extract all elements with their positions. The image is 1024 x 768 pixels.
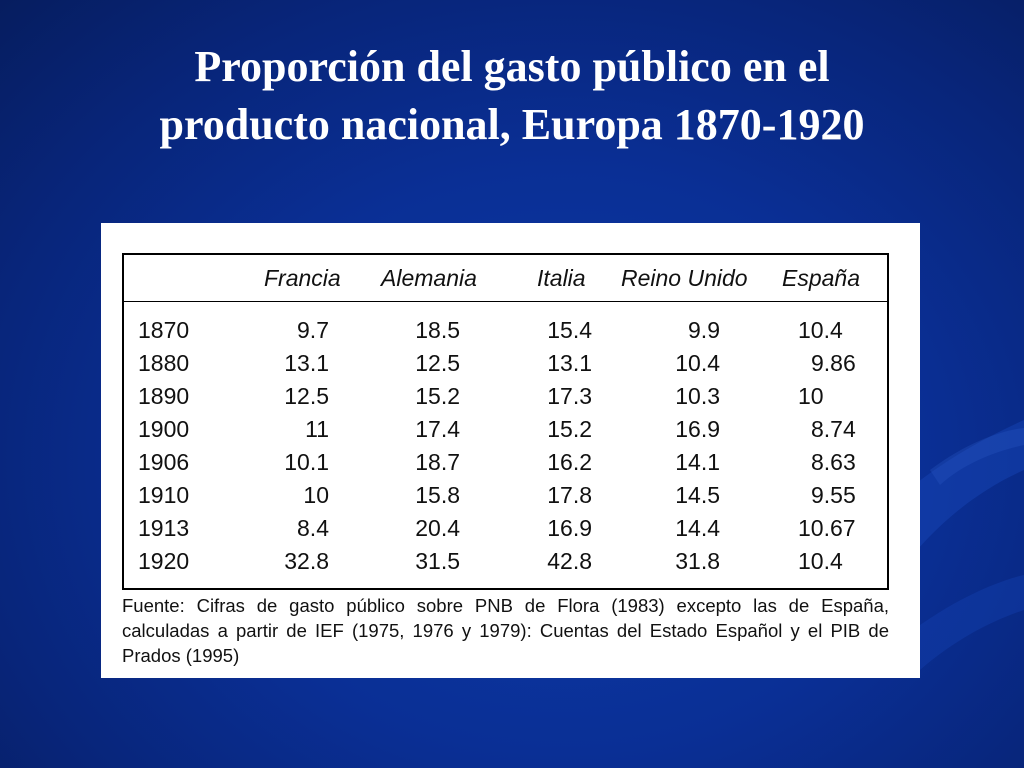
value-cell-francia: 12.5 [284, 383, 329, 409]
value-cell-italia: 13.1 [547, 350, 592, 376]
value-cell-espana: 10.4 [798, 317, 843, 343]
value-cell-reino-unido: 14.1 [675, 449, 720, 475]
value-cell-alemania: 15.8 [415, 482, 460, 508]
value-cell-francia: 9.7 [297, 317, 329, 343]
value-cell-italia: 15.4 [547, 317, 592, 343]
value-cell-francia: 11 [305, 416, 329, 442]
table-header-row [124, 255, 887, 302]
column-header-reino-unido: Reino Unido [621, 265, 748, 291]
value-cell-alemania: 18.7 [415, 449, 460, 475]
value-cell-italia: 17.3 [547, 383, 592, 409]
value-cell-espana: 8.74 [811, 416, 856, 442]
value-cell-francia: 13.1 [284, 350, 329, 376]
year-cell: 1880 [138, 350, 190, 376]
column-header-alemania: Alemania [381, 265, 477, 291]
value-cell-italia: 17.8 [547, 482, 592, 508]
value-cell-reino-unido: 10.3 [675, 383, 720, 409]
value-cell-alemania: 17.4 [415, 416, 460, 442]
year-cell: 1870 [138, 317, 190, 343]
year-cell: 1920 [138, 548, 190, 574]
value-cell-espana: 10 [798, 383, 824, 409]
value-cell-francia: 8.4 [297, 515, 329, 541]
value-cell-francia: 10 [303, 482, 329, 508]
year-cell: 1906 [138, 449, 190, 475]
value-cell-reino-unido: 10.4 [675, 350, 720, 376]
value-cell-alemania: 15.2 [415, 383, 460, 409]
value-cell-italia: 16.2 [547, 449, 592, 475]
year-cell: 1910 [138, 482, 190, 508]
value-cell-francia: 32.8 [284, 548, 329, 574]
value-cell-alemania: 12.5 [415, 350, 460, 376]
value-cell-italia: 42.8 [547, 548, 592, 574]
value-cell-reino-unido: 14.4 [675, 515, 720, 541]
value-cell-espana: 9.55 [811, 482, 856, 508]
value-cell-espana: 10.67 [798, 515, 856, 541]
slide-title [0, 38, 1024, 154]
value-cell-reino-unido: 14.5 [675, 482, 720, 508]
slide-title-line-2: producto nacional, Europa 1870-1920 [159, 100, 865, 149]
value-cell-alemania: 18.5 [415, 317, 460, 343]
value-cell-alemania: 20.4 [415, 515, 460, 541]
value-cell-italia: 15.2 [547, 416, 592, 442]
value-cell-espana: 9.86 [811, 350, 856, 376]
value-cell-alemania: 31.5 [415, 548, 460, 574]
source-note: Fuente: Cifras de gasto público sobre PNB de Flora (1983) excepto las de España, calculadas a partir de IEF (1975, 1976 y 1979): Cuentas del Estado Español y el PIB de Prados (1995) [122, 595, 889, 666]
column-header-espana: España [782, 265, 861, 291]
value-cell-espana: 8.63 [811, 449, 856, 475]
column-header-francia: Francia [264, 265, 341, 291]
value-cell-espana: 10.4 [798, 548, 843, 574]
data-table [122, 253, 889, 590]
column-header-italia: Italia [537, 265, 586, 291]
year-cell: 1900 [138, 416, 190, 442]
value-cell-reino-unido: 31.8 [675, 548, 720, 574]
table-panel [101, 223, 920, 678]
value-cell-italia: 16.9 [547, 515, 592, 541]
year-cell: 1913 [138, 515, 190, 541]
value-cell-reino-unido: 16.9 [675, 416, 720, 442]
slide-title-line-1: Proporción del gasto público en el [194, 42, 830, 91]
value-cell-francia: 10.1 [284, 449, 329, 475]
value-cell-reino-unido: 9.9 [688, 317, 720, 343]
year-cell: 1890 [138, 383, 190, 409]
